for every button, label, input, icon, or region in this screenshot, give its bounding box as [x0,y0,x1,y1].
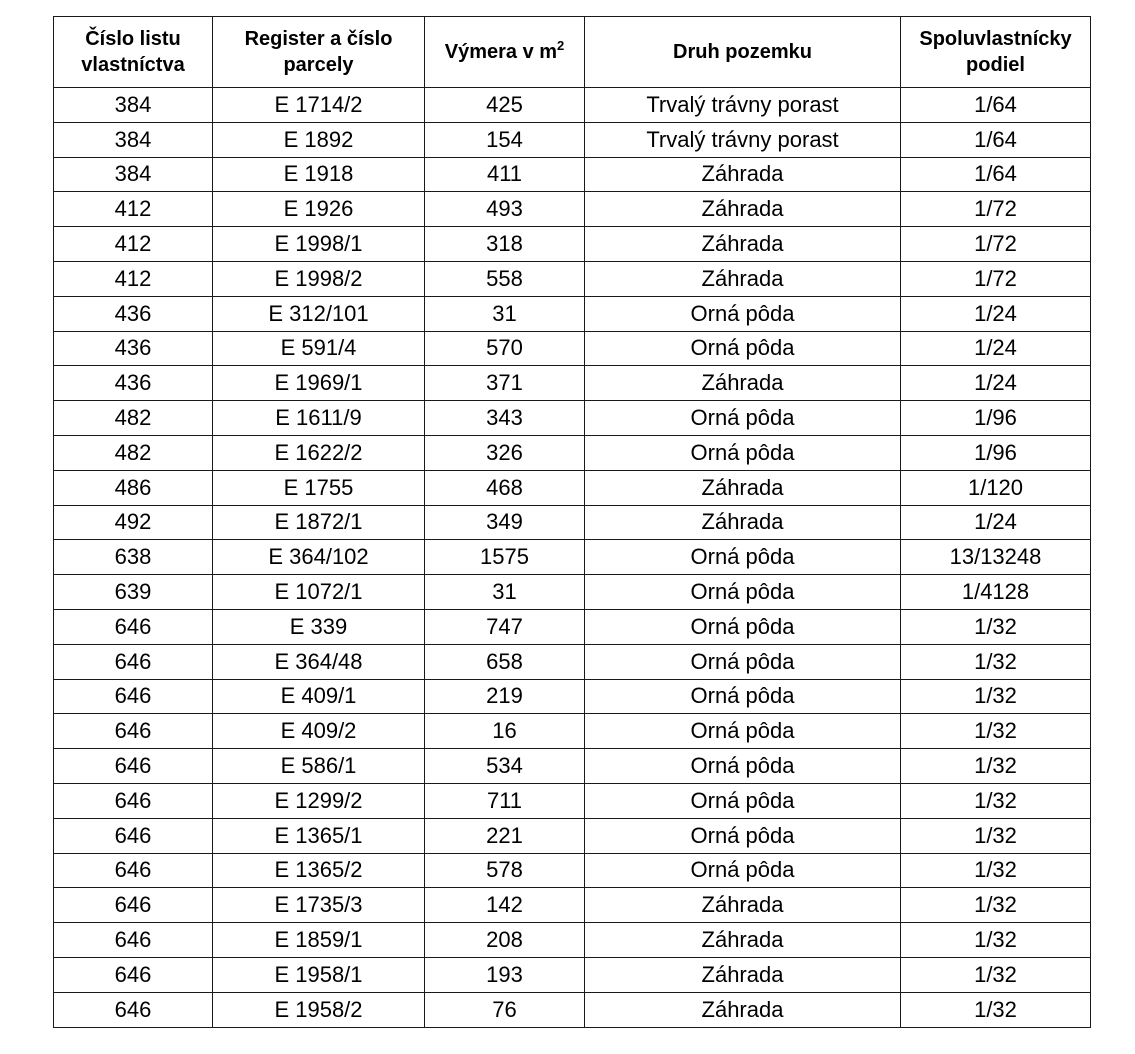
cell-spoluvlastnicky-podiel: 1/64 [901,122,1091,157]
cell-spoluvlastnicky-podiel: 1/24 [901,331,1091,366]
cell-vymera: 208 [425,923,585,958]
table-row [54,957,1091,992]
cell-spoluvlastnicky-podiel: 1/32 [901,749,1091,784]
table-row [54,853,1091,888]
header-vymera-label: Výmera v m [444,41,558,63]
cell-druh-pozemku: Orná pôda [585,575,901,610]
cell-vymera: 570 [425,331,585,366]
table-row [54,644,1091,679]
cell-cislo-listu-vlastnictva: 646 [54,644,213,679]
table-row [54,227,1091,262]
cell-register-a-cislo-parcely: E 1611/9 [213,401,425,436]
cell-cislo-listu-vlastnictva: 412 [54,192,213,227]
cell-spoluvlastnicky-podiel: 1/32 [901,818,1091,853]
cell-vymera: 31 [425,296,585,331]
table-row [54,122,1091,157]
cell-register-a-cislo-parcely: E 1072/1 [213,575,425,610]
cell-register-a-cislo-parcely: E 1998/1 [213,227,425,262]
cell-spoluvlastnicky-podiel: 1/32 [901,992,1091,1027]
cell-druh-pozemku: Orná pôda [585,540,901,575]
header-druh-pozemku: Druh pozemku [585,17,901,88]
cell-cislo-listu-vlastnictva: 384 [54,122,213,157]
cell-cislo-listu-vlastnictva: 436 [54,366,213,401]
cell-cislo-listu-vlastnictva: 412 [54,261,213,296]
cell-spoluvlastnicky-podiel: 1/72 [901,192,1091,227]
cell-druh-pozemku: Záhrada [585,957,901,992]
table-row [54,331,1091,366]
cell-cislo-listu-vlastnictva: 492 [54,505,213,540]
cell-vymera: 578 [425,853,585,888]
cell-vymera: 558 [425,261,585,296]
document-page [53,16,1091,1028]
cell-cislo-listu-vlastnictva: 646 [54,853,213,888]
cell-spoluvlastnicky-podiel: 1/4128 [901,575,1091,610]
cell-cislo-listu-vlastnictva: 436 [54,296,213,331]
cell-spoluvlastnicky-podiel: 1/32 [901,853,1091,888]
parcel-table [53,16,1091,1028]
cell-vymera: 16 [425,714,585,749]
cell-druh-pozemku: Záhrada [585,227,901,262]
cell-druh-pozemku: Orná pôda [585,818,901,853]
cell-spoluvlastnicky-podiel: 13/13248 [901,540,1091,575]
cell-register-a-cislo-parcely: E 1735/3 [213,888,425,923]
cell-cislo-listu-vlastnictva: 646 [54,957,213,992]
table-row [54,923,1091,958]
table-row [54,192,1091,227]
cell-vymera: 193 [425,957,585,992]
cell-cislo-listu-vlastnictva: 436 [54,331,213,366]
cell-druh-pozemku: Orná pôda [585,679,901,714]
table-row [54,88,1091,123]
cell-spoluvlastnicky-podiel: 1/32 [901,783,1091,818]
cell-vymera: 221 [425,818,585,853]
cell-spoluvlastnicky-podiel: 1/32 [901,957,1091,992]
cell-register-a-cislo-parcely: E 1892 [213,122,425,157]
cell-cislo-listu-vlastnictva: 646 [54,749,213,784]
table-row [54,888,1091,923]
table-row [54,609,1091,644]
cell-spoluvlastnicky-podiel: 1/64 [901,157,1091,192]
cell-druh-pozemku: Záhrada [585,192,901,227]
table-row [54,470,1091,505]
cell-cislo-listu-vlastnictva: 482 [54,435,213,470]
table-row [54,749,1091,784]
cell-cislo-listu-vlastnictva: 412 [54,227,213,262]
table-body [54,88,1091,1028]
cell-cislo-listu-vlastnictva: 646 [54,609,213,644]
cell-cislo-listu-vlastnictva: 486 [54,470,213,505]
cell-druh-pozemku: Záhrada [585,992,901,1027]
cell-druh-pozemku: Záhrada [585,261,901,296]
table-row [54,366,1091,401]
cell-spoluvlastnicky-podiel: 1/24 [901,296,1091,331]
cell-cislo-listu-vlastnictva: 646 [54,923,213,958]
cell-register-a-cislo-parcely: E 312/101 [213,296,425,331]
header-vymera-unit-exponent: 2 [557,38,565,53]
cell-register-a-cislo-parcely: E 1365/2 [213,853,425,888]
cell-vymera: 318 [425,227,585,262]
cell-vymera: 31 [425,575,585,610]
cell-register-a-cislo-parcely: E 1755 [213,470,425,505]
cell-druh-pozemku: Záhrada [585,470,901,505]
cell-vymera: 219 [425,679,585,714]
cell-spoluvlastnicky-podiel: 1/24 [901,505,1091,540]
table-header-row [54,17,1091,88]
cell-druh-pozemku: Orná pôda [585,749,901,784]
cell-cislo-listu-vlastnictva: 646 [54,679,213,714]
cell-druh-pozemku: Orná pôda [585,296,901,331]
cell-druh-pozemku: Záhrada [585,366,901,401]
cell-cislo-listu-vlastnictva: 646 [54,992,213,1027]
cell-spoluvlastnicky-podiel: 1/32 [901,714,1091,749]
cell-druh-pozemku: Orná pôda [585,853,901,888]
cell-register-a-cislo-parcely: E 1859/1 [213,923,425,958]
cell-register-a-cislo-parcely: E 591/4 [213,331,425,366]
cell-vymera: 1575 [425,540,585,575]
cell-vymera: 468 [425,470,585,505]
cell-cislo-listu-vlastnictva: 646 [54,783,213,818]
cell-register-a-cislo-parcely: E 1918 [213,157,425,192]
table-row [54,679,1091,714]
cell-vymera: 326 [425,435,585,470]
table-row [54,505,1091,540]
cell-vymera: 425 [425,88,585,123]
cell-register-a-cislo-parcely: E 1926 [213,192,425,227]
cell-vymera: 747 [425,609,585,644]
cell-druh-pozemku: Trvalý trávny porast [585,122,901,157]
cell-druh-pozemku: Orná pôda [585,783,901,818]
cell-register-a-cislo-parcely: E 409/1 [213,679,425,714]
cell-spoluvlastnicky-podiel: 1/32 [901,888,1091,923]
cell-druh-pozemku: Orná pôda [585,401,901,436]
cell-register-a-cislo-parcely: E 1958/2 [213,992,425,1027]
cell-spoluvlastnicky-podiel: 1/32 [901,609,1091,644]
table-row [54,435,1091,470]
cell-druh-pozemku: Záhrada [585,505,901,540]
table-row [54,296,1091,331]
cell-spoluvlastnicky-podiel: 1/72 [901,227,1091,262]
cell-cislo-listu-vlastnictva: 384 [54,157,213,192]
cell-register-a-cislo-parcely: E 409/2 [213,714,425,749]
cell-druh-pozemku: Záhrada [585,157,901,192]
table-row [54,992,1091,1027]
cell-register-a-cislo-parcely: E 1714/2 [213,88,425,123]
cell-register-a-cislo-parcely: E 1998/2 [213,261,425,296]
cell-vymera: 154 [425,122,585,157]
cell-register-a-cislo-parcely: E 1872/1 [213,505,425,540]
cell-vymera: 371 [425,366,585,401]
cell-cislo-listu-vlastnictva: 639 [54,575,213,610]
cell-druh-pozemku: Trvalý trávny porast [585,88,901,123]
cell-cislo-listu-vlastnictva: 646 [54,714,213,749]
cell-spoluvlastnicky-podiel: 1/32 [901,679,1091,714]
cell-vymera: 142 [425,888,585,923]
cell-druh-pozemku: Orná pôda [585,609,901,644]
cell-register-a-cislo-parcely: E 1969/1 [213,366,425,401]
header-vymera [425,17,585,88]
cell-vymera: 658 [425,644,585,679]
cell-register-a-cislo-parcely: E 364/48 [213,644,425,679]
table-row [54,818,1091,853]
cell-register-a-cislo-parcely: E 339 [213,609,425,644]
cell-spoluvlastnicky-podiel: 1/96 [901,435,1091,470]
cell-register-a-cislo-parcely: E 586/1 [213,749,425,784]
cell-register-a-cislo-parcely: E 1299/2 [213,783,425,818]
cell-vymera: 493 [425,192,585,227]
header-spoluvlastnicky-podiel: Spoluvlastnícky podiel [901,17,1091,88]
table-row [54,714,1091,749]
table-row [54,783,1091,818]
cell-druh-pozemku: Záhrada [585,923,901,958]
cell-druh-pozemku: Orná pôda [585,331,901,366]
table-row [54,540,1091,575]
cell-vymera: 534 [425,749,585,784]
cell-vymera: 349 [425,505,585,540]
cell-vymera: 76 [425,992,585,1027]
cell-spoluvlastnicky-podiel: 1/24 [901,366,1091,401]
table-row [54,575,1091,610]
table-row [54,157,1091,192]
cell-cislo-listu-vlastnictva: 646 [54,818,213,853]
cell-register-a-cislo-parcely: E 1958/1 [213,957,425,992]
cell-spoluvlastnicky-podiel: 1/120 [901,470,1091,505]
cell-register-a-cislo-parcely: E 1622/2 [213,435,425,470]
cell-cislo-listu-vlastnictva: 482 [54,401,213,436]
table-row [54,401,1091,436]
cell-spoluvlastnicky-podiel: 1/64 [901,88,1091,123]
cell-vymera: 343 [425,401,585,436]
cell-register-a-cislo-parcely: E 364/102 [213,540,425,575]
cell-spoluvlastnicky-podiel: 1/32 [901,923,1091,958]
cell-druh-pozemku: Orná pôda [585,644,901,679]
header-cislo-listu-vlastnictva: Číslo listu vlastníctva [54,17,213,88]
cell-spoluvlastnicky-podiel: 1/72 [901,261,1091,296]
cell-druh-pozemku: Orná pôda [585,435,901,470]
cell-druh-pozemku: Orná pôda [585,714,901,749]
header-register-a-cislo-parcely: Register a číslo parcely [213,17,425,88]
cell-cislo-listu-vlastnictva: 384 [54,88,213,123]
table-row [54,261,1091,296]
cell-register-a-cislo-parcely: E 1365/1 [213,818,425,853]
cell-vymera: 711 [425,783,585,818]
cell-cislo-listu-vlastnictva: 646 [54,888,213,923]
cell-cislo-listu-vlastnictva: 638 [54,540,213,575]
cell-spoluvlastnicky-podiel: 1/96 [901,401,1091,436]
cell-spoluvlastnicky-podiel: 1/32 [901,644,1091,679]
cell-druh-pozemku: Záhrada [585,888,901,923]
cell-vymera: 411 [425,157,585,192]
